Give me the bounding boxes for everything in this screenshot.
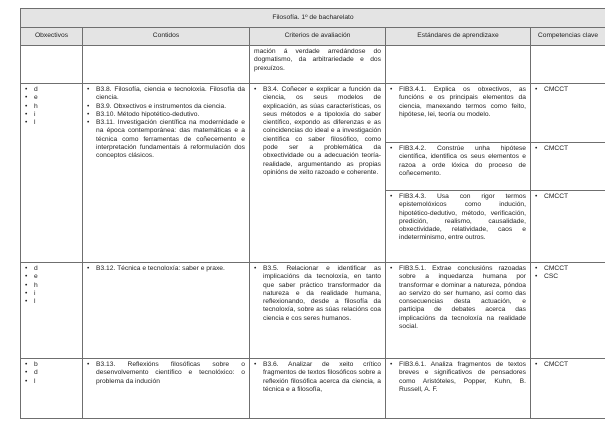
- estandar-item: • FIB3.6.1. Analiza fragmentos de textos breves e significativos de pensadores como Aristóteles, Popper, Kuhn, B. Russell, A. F.: [390, 361, 526, 394]
- obxectivo-item: • h: [25, 103, 78, 111]
- contido-item: • B3.9. Obxectivos e instrumentos da ciencia.: [87, 103, 245, 111]
- criterio-item: • B3.6. Analizar de xeito crítico fragmentos de textos filosóficos sobre a reflexión filosófica acerca da ciencia, a técnica e a filosofía,: [254, 361, 381, 394]
- estandar-item: • FIB3.4.1. Explica os obxectivos, as funcións e os principais elementos da ciencia, manexando termos como feito, hipótese, lei, teoría ou modelo.: [390, 86, 526, 119]
- contido-item: • B3.8. Filosofía, ciencia e tecnoloxía. Filosofía da ciencia.: [87, 86, 245, 103]
- estandar-item: • FIB3.5.1. Extrae conclusións razoadas sobre a inquedanza humana por transformar e dominar a natureza, póndoa ao servizo do ser humano, así como das consecuencias desta actuación, e participa de debates acerca das implicacións da tecnoloxía na realidade social.: [390, 265, 526, 331]
- competencia-item: • CMCCT: [535, 193, 601, 201]
- competencias-cell: [531, 191, 606, 263]
- obxectivo-item: • e: [25, 273, 78, 281]
- curriculum-table: [20, 8, 605, 419]
- contidos-cell: [83, 84, 250, 263]
- cell-contidos-empty: [83, 46, 250, 84]
- curriculum-document: [20, 8, 605, 439]
- obxectivo-item: • i: [25, 111, 78, 119]
- obxectivo-item: • b: [25, 361, 78, 369]
- table-row-continuation: [21, 46, 606, 84]
- estandar-item: • FIB3.4.3. Usa con rigor termos epistemolóxicos como indución, hipotético-dedutivo, método, verificación, predición, realismo, causalidade, obxectividade, relatividade, caos e indeterminismo, entre outros.: [390, 193, 526, 243]
- contido-item: • B3.13. Reflexións filosóficas sobre o desenvolvemento científico e tecnolóxico: o problema da indución: [87, 361, 245, 386]
- estandar-cell: [386, 359, 531, 419]
- competencia-item: • CMCCT: [535, 86, 601, 94]
- header-obxectivos: Obxectivos: [21, 28, 83, 46]
- criterios-cell: [250, 84, 386, 263]
- obxectivos-cell: [21, 84, 83, 263]
- header-criterios: Criterios de avaliación: [250, 28, 386, 46]
- header-estandares: Estándares de aprendizaxe: [386, 28, 531, 46]
- header-contidos: Contidos: [83, 28, 250, 46]
- contido-item: • B3.12. Técnica e tecnoloxía: saber e praxe.: [87, 265, 245, 273]
- table-title-row: [21, 9, 606, 28]
- criterio-item: • B3.5. Relacionar e identificar as implicacións da tecnoloxía, en tanto que saber práctico transformador da natureza e da realidade humana, reflexionando, desde a filosofía da tecnoloxía, sobre as súas relacións coa ciencia e cos seres humanos.: [254, 265, 381, 323]
- cell-obxectivos-empty: [21, 46, 83, 84]
- competencias-cell: [531, 359, 606, 419]
- table-row: [21, 263, 606, 359]
- header-competencias: Competencias clave: [531, 28, 606, 46]
- obxectivos-cell: [21, 263, 83, 359]
- contidos-cell: [83, 359, 250, 419]
- estandar-cell: [386, 263, 531, 359]
- obxectivo-item: • d: [25, 86, 78, 94]
- table-row: [21, 359, 606, 419]
- cell-estandares-empty: [386, 46, 531, 84]
- competencia-item: • CMCCT: [535, 265, 601, 273]
- estandar-cell: [386, 143, 531, 191]
- cell-competencias-empty: [531, 46, 606, 84]
- obxectivo-item: • d: [25, 265, 78, 273]
- estandar-cell: [386, 191, 531, 263]
- contido-item: • B3.11. Investigación científica na modernidade e na época contemporánea: das matemáticas e a técnica como ferramentas de coñecemento e interpretación fundamentais á reformulación dos conceptos clásicos.: [87, 119, 245, 160]
- obxectivo-item: • d: [25, 369, 78, 377]
- obxectivo-item: • e: [25, 94, 78, 102]
- competencia-item: • CMCCT: [535, 361, 601, 369]
- estandar-item: • FIB3.4.2. Constrúe unha hipótese científica, identifica os seus elementos e razoa a orde lóxica do proceso de coñecemento.: [390, 145, 526, 178]
- competencias-cell: [531, 143, 606, 191]
- table-header-row: [21, 28, 606, 46]
- obxectivo-item: • l: [25, 298, 78, 306]
- obxectivos-cell: [21, 359, 83, 419]
- obxectivo-item: • l: [25, 119, 78, 127]
- competencias-cell: [531, 263, 606, 359]
- competencia-item: • CMCCT: [535, 145, 601, 153]
- obxectivo-item: • i: [25, 290, 78, 298]
- criterios-cell: [250, 263, 386, 359]
- contido-item: • B3.10. Método hipotético-dedutivo.: [87, 111, 245, 119]
- competencias-cell: [531, 84, 606, 143]
- obxectivo-item: • h: [25, 282, 78, 290]
- criterios-cell: [250, 359, 386, 419]
- contidos-cell: [83, 263, 250, 359]
- competencia-item: • CSC: [535, 273, 601, 281]
- table-title: Filosofía. 1º de bacharelato: [21, 9, 606, 28]
- obxectivo-item: • l: [25, 378, 78, 386]
- table-row: [21, 84, 606, 143]
- criterio-continuation-text: mación á verdade arredándose do dogmatismo, da arbitrariedade e dos prexuízos.: [250, 46, 386, 84]
- estandar-cell: [386, 84, 531, 143]
- criterio-item: • B3.4. Coñecer e explicar a función da ciencia, os seus modelos de explicación, as súas características, os seus métodos e a tipoloxía do saber científico, expondo as diferenzas e as coincidencias do ideal e a investigación científica co saber filosófico, como pode ser a problemática da obxectividade ou a adecuación teoría-realidade, argumentando as propias opinións de xeito razoado e coherente.: [254, 86, 381, 177]
